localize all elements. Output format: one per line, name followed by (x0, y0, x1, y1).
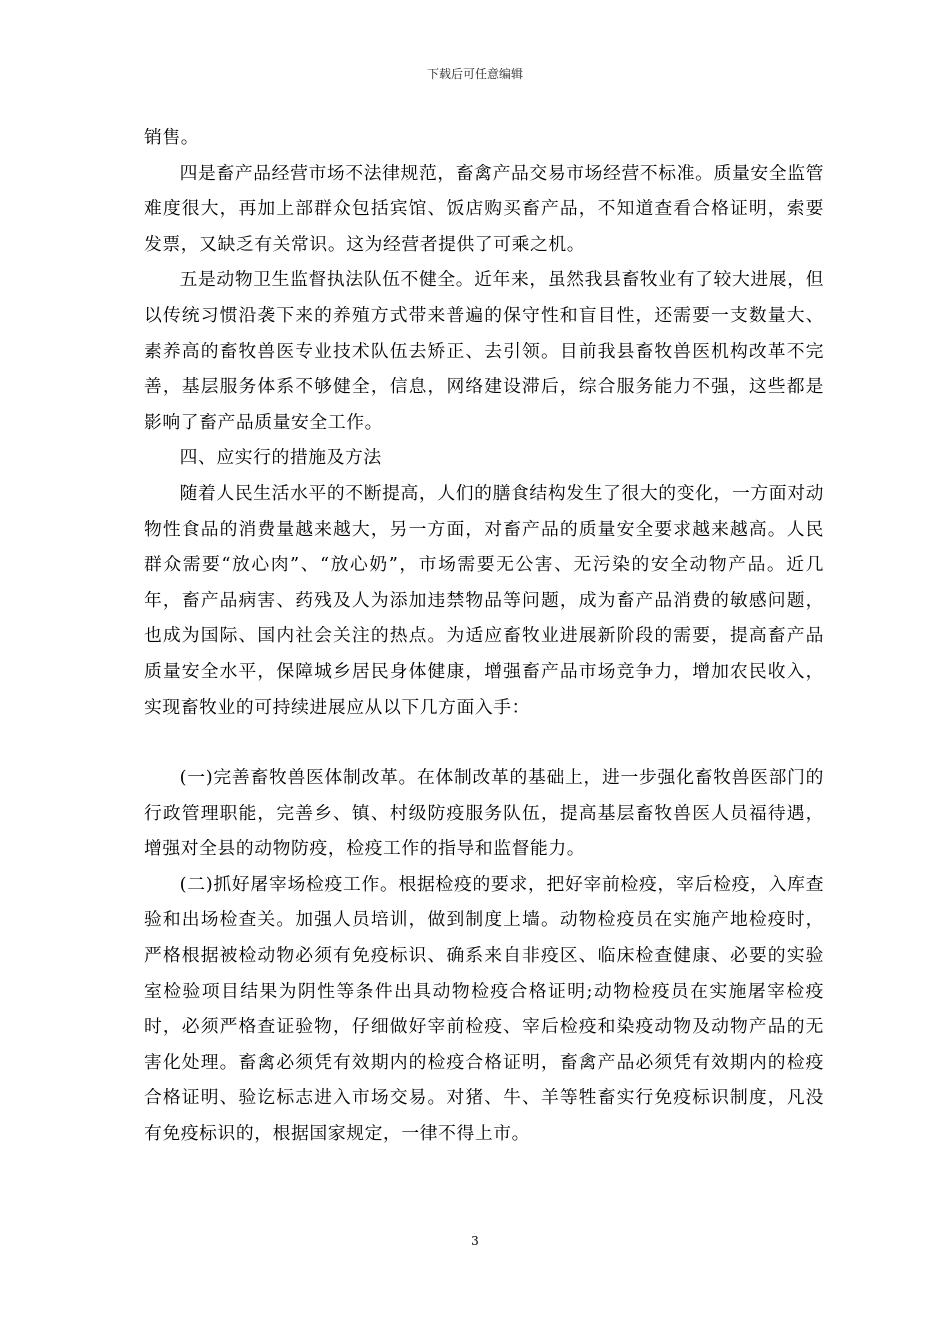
section-heading: 四、应实行的措施及方法 (179, 447, 382, 469)
page-header: 下载后可任意编辑 (426, 67, 523, 81)
page-number: 3 (471, 1234, 479, 1248)
paragraph-point-four: 四是畜产品经营市场不法律规范，畜禽产品交易市场经营不标准。质量安全监管难度很大，再加上部群众包括宾馆、饭店购买畜产品，不知道查看合格证明，索要发票，又缺乏有关常识。这为经营者提供了可乘之机。 (144, 162, 824, 255)
paragraph-point-five: 五是动物卫生监督执法队伍不健全。近年来，虽然我县畜牧业有了较大进展，但以传统习惯沿袭下来的养殖方式带来普遍的保守性和盲目性，还需要一支数量大、素养高的畜牧兽医专业技术队伍去矫正、去引领。目前我县畜牧兽医机构改革不完善，基层服务体系不够健全，信息，网络建设滞后，综合服务能力不强，这些都是影响了畜产品质量安全工作。 (144, 269, 824, 433)
document-body (144, 120, 824, 1152)
paragraph-measure-one: (一)完善畜牧兽医体制改革。在体制改革的基础上，进一步强化畜牧兽医部门的行政管理职能，完善乡、镇、村级防疫服务队伍，提高基层畜牧兽医人员福待遇，增强对全县的动物防疫，检疫工作的指导和监督能力。 (144, 767, 824, 860)
paragraph-intro: 随着人民生活水平的不断提高，人们的膳食结构发生了很大的变化，一方面对动物性食品的消费量越来越大，另一方面，对畜产品的质量安全要求越来越高。人民群众需要“放心肉”、“放心奶”，市场需要无公害、无污染的安全动物产品。近几年，畜产品病害、药残及人为添加违禁物品等问题，成为畜产品消费的敏感问题，也成为国际、国内社会关注的热点。为适应畜牧业进展新阶段的需要，提高畜产品质量安全水平，保障城乡居民身体健康，增强畜产品市场竞争力，增加农民收入，实现畜牧业的可持续进展应从以下几方面入手： (144, 482, 824, 718)
paragraph-continuation: 销售。 (144, 127, 200, 148)
paragraph-measure-two: (二)抓好屠宰场检疫工作。根据检疫的要求，把好宰前检疫，宰后检疫，入库查验和出场检查关。加强人员培训，做到制度上墙。动物检疫员在实施产地检疫时，严格根据被检动物必须有免疫标识、确系来自非疫区、临床检查健康、必要的实验室检验项目结果为阴性等条件出具动物检疫合格证明;动物检疫员在实施屠宰检疫时，必须严格查证验物，仔细做好宰前检疫、宰后检疫和染疫动物及动物产品的无害化处理。畜禽必须凭有效期内的检疫合格证明，畜禽产品必须凭有效期内的检疫合格证明、验讫标志进入市场交易。对猪、牛、羊等牲畜实行免疫标识制度，凡没有免疫标识的，根据国家规定，一律不得上市。 (144, 873, 824, 1145)
